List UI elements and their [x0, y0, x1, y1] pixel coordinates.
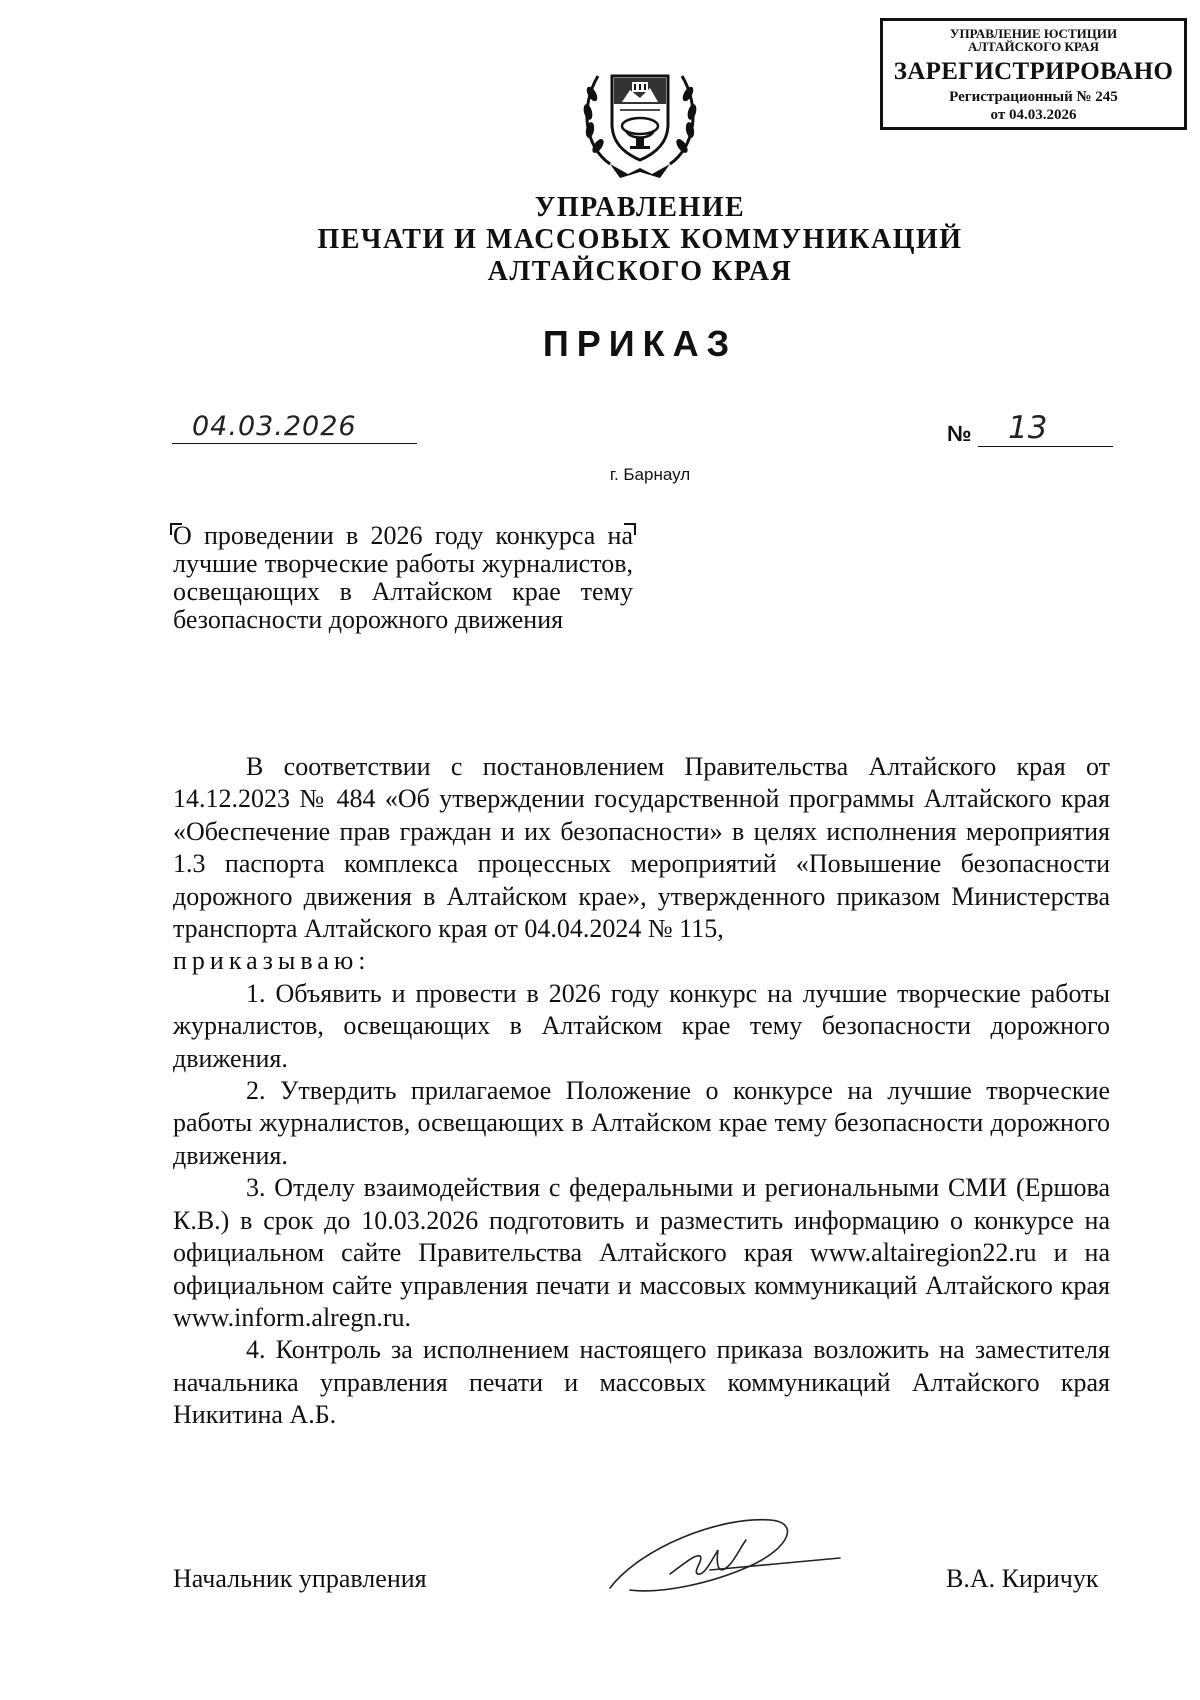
registration-stamp — [880, 18, 1187, 130]
altai-krai-coat-of-arms-icon — [570, 46, 710, 186]
signatory-position: Начальник управления — [173, 1564, 427, 1593]
organization-title — [200, 192, 1080, 288]
order-word: приказываю: — [173, 946, 371, 976]
date-underline — [172, 443, 417, 444]
signatory-name: В.А. Киричук — [946, 1564, 1099, 1593]
stamp-status: ЗАРЕГИСТРИРОВАНО — [893, 58, 1174, 85]
document-type: ПРИКАЗ — [542, 323, 738, 364]
org-title-line: УПРАВЛЕНИЕ — [534, 192, 746, 223]
stamp-org-line: АЛТАЙСКОГО КРАЯ — [968, 39, 1099, 54]
order-item: 3. Отделу взаимодействия с федеральными и региональными СМИ (Ершова К.В.) в срок до 10.03.2026 подготовить и разместить информацию о конкурсе на официальном сайте Правительства Алтайского края www.altairegion22.ru и на официальном сайте управления печати и массовых коммуникаций Алтайского края www.inform.alregn.ru. — [173, 1173, 1110, 1332]
preamble: В соответствии с постановлением Правительства Алтайского края от 14.12.2023 № 484 «Об утверждении государственной программы Алтайского края «Обеспечение прав граждан и их безопасности» в целях исполнения мероприятия 1.3 паспорта комплекса процессных мероприятий «Повышение безопасности дорожного движения в Алтайском крае», утвержденного приказом Министерства транспорта Алтайского края от 04.04.2024 № 115, — [173, 752, 1110, 944]
stamp-organization — [883, 27, 1184, 53]
number-underline — [978, 446, 1113, 447]
org-title-line: ПЕЧАТИ И МАССОВЫХ КОММУНИКАЦИЙ — [317, 224, 963, 255]
order-subject: О проведении в 2026 году конкурса на лучшие творческие работы журналистов, освещающих в Алтайском крае тему безопасности дорожного движения — [173, 521, 633, 634]
order-item: 1. Объявить и провести в 2026 году конкурс на лучшие творческие работы журналистов, освещающих в Алтайском крае тему безопасности дорожного движения. — [173, 978, 1110, 1073]
stamp-reg-number: Регистрационный № 245 — [949, 89, 1118, 105]
order-date: 04.03.2026 — [192, 411, 357, 442]
order-number-label: № — [947, 421, 972, 446]
city: г. Барнаул — [609, 465, 691, 484]
order-item: 2. Утвердить прилагаемое Положение о конкурсе на лучшие творческие работы журналистов, освещающих в Алтайском крае тему безопасности дорожного движения. — [173, 1076, 1110, 1170]
order-item: 4. Контроль за исполнением настоящего приказа возложить на заместителя начальника управления печати и массовых коммуникаций Алтайского края Никитина А.Б. — [173, 1335, 1110, 1430]
order-number: 13 — [1008, 410, 1048, 446]
order-body — [173, 751, 1110, 1432]
stamp-reg-date: от 04.03.2026 — [990, 107, 1077, 123]
handwritten-signature-icon — [600, 1508, 850, 1598]
stamp-org-line: УПРАВЛЕНИЕ ЮСТИЦИИ — [949, 26, 1118, 41]
org-title-line: АЛТАЙСКОГО КРАЯ — [487, 256, 793, 287]
